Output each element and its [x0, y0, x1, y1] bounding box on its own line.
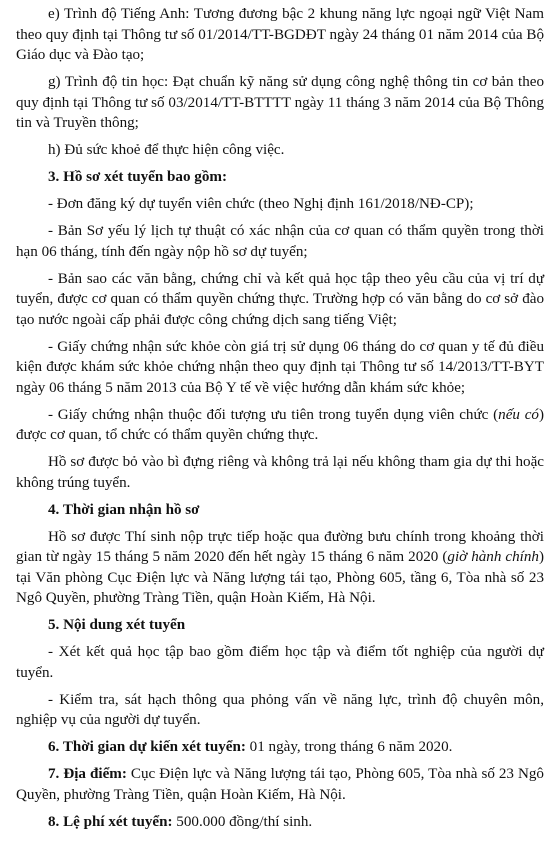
dossier-item-5-text-b: ) được cơ quan, tổ chức có thẩm quyền chứng thực. [16, 406, 544, 443]
dossier-note: Hồ sơ được bỏ vào bì đựng riêng và không trả lại nếu không tham gia dự thi hoặc không trúng tuyển. [16, 454, 544, 491]
submission-text-a: Hồ sơ được Thí sinh nộp trực tiếp hoặc qua đường bưu chính trong khoảng thời gian từ ngày 15 tháng 5 năm 2020 đến hết ngày 15 tháng 6 năm 2020 ( [16, 528, 544, 565]
content-item-1: - Xét kết quả học tập bao gồm điểm học tập và điểm tốt nghiệp của người dự tuyển. [16, 644, 544, 681]
content-item-2: - Kiểm tra, sát hạch thông qua phỏng vấn về năng lực, trình độ chuyên môn, nghiệp vụ của người dự tuyển. [16, 691, 544, 728]
requirement-it: g) Trình độ tin học: Đạt chuẩn kỹ năng sử dụng công nghệ thông tin cơ bản theo quy định tại Thông tư số 03/2014/TT-BTTTT ngày 11 tháng 3 năm 2014 của Bộ Thông tin và Truyền thông; [16, 74, 544, 131]
section-6-value: 01 ngày, trong tháng 6 năm 2020. [245, 739, 453, 755]
requirement-health: h) Đủ sức khoẻ để thực hiện công việc. [48, 142, 285, 158]
section-8-value: 500.000 đồng/thí sinh. [172, 813, 313, 830]
requirement-english: e) Trình độ Tiếng Anh: Tương đương bậc 2 khung năng lực ngoại ngữ Việt Nam theo quy định tại Thông tư số 01/2014/TT-BGDĐT ngày 24 tháng 01 năm 2014 của Bộ Giáo dục và Đào tạo; [16, 6, 544, 63]
section-7 [16, 764, 544, 805]
dossier-item-5-italic: nếu có [498, 406, 539, 423]
dossier-item-3: - Bản sao các văn bằng, chứng chỉ và kết quả học tập theo yêu cầu của vị trí dự tuyển, được cơ quan có thẩm quyền chứng thực. Trường hợp có văn bằng do cơ sở đào tạo nước ngoài cấp phải được công chứng dịch sang tiếng Việt; [16, 270, 544, 328]
submission-text-italic: giờ hành chính [447, 549, 539, 565]
section-8 [16, 812, 544, 833]
dossier-item-2: - Bản Sơ yếu lý lịch tự thuật có xác nhận của cơ quan có thẩm quyền trong thời hạn 06 tháng, tính đến ngày nộp hồ sơ dự tuyển; [16, 223, 544, 260]
section-4-heading: 4. Thời gian nhận hồ sơ [48, 501, 200, 518]
submission-text-b: ) tại Văn phòng Cục Điện lực và Năng lượng tái tạo, Phòng 605, tầng 6, Tòa nhà số 23 Ngô Quyền, phường Tràng Tiền, quận Hoàn Kiếm, Hà Nội. [16, 549, 544, 606]
dossier-item-1: - Đơn đăng ký dự tuyển viên chức (theo Nghị định 161/2018/NĐ-CP); [48, 196, 474, 212]
dossier-item-5 [16, 405, 544, 446]
dossier-item-5-text-a: - Giấy chứng nhận thuộc đối tượng ưu tiên trong tuyển dụng viên chức ( [48, 406, 499, 423]
section-5-heading: 5. Nội dung xét tuyển [48, 617, 186, 633]
section-6-label: 6. Thời gian dự kiến xét tuyển: [48, 739, 246, 755]
section-3-heading: 3. Hồ sơ xét tuyển bao gồm: [48, 169, 227, 185]
section-7-value: Cục Điện lực và Năng lượng tái tạo, Phòng 605, Tòa nhà số 23 Ngô Quyền, phường Tràng Tiền, quận Hoàn Kiếm, Hà Nội. [16, 766, 544, 803]
section-8-label: 8. Lệ phí xét tuyển: [48, 813, 173, 830]
submission-period-text [16, 527, 544, 609]
section-6 [16, 737, 544, 758]
dossier-item-4: - Giấy chứng nhận sức khỏe còn giá trị sử dụng 06 tháng do cơ quan y tế đủ điều kiện được khám sức khỏe chứng nhận theo quy định tại Thông tư số 14/2013/TT-BYT ngày 06 tháng 5 năm 2013 của Bộ Y tế về việc hướng dẫn khám sức khỏe; [16, 338, 544, 396]
section-7-label: 7. Địa điểm: [48, 766, 127, 782]
